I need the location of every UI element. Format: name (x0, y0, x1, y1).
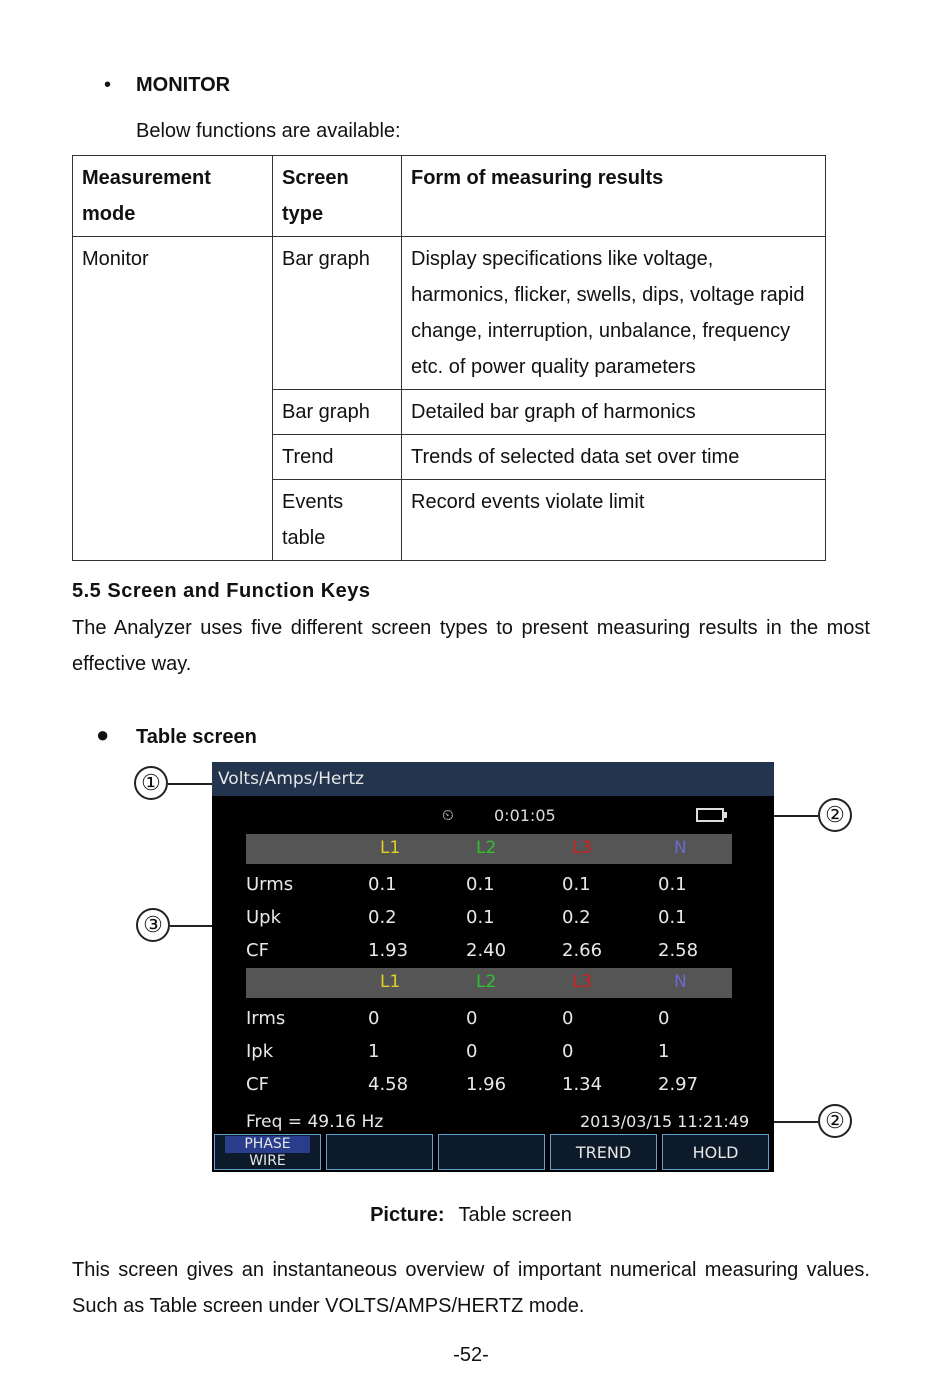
row-value: 1.34 (562, 1074, 603, 1095)
row-value: 0.2 (562, 907, 591, 928)
row-value: 0.1 (562, 874, 591, 895)
row-value: 1.93 (368, 940, 409, 961)
phase-l1: L1 (380, 972, 401, 992)
row-value: 0.2 (368, 907, 397, 928)
row-label: CF (246, 1074, 269, 1095)
frequency-readout: Freq = 49.16 Hz (246, 1112, 384, 1132)
hold-button[interactable]: HOLD (662, 1134, 769, 1170)
row-value: 0.1 (658, 907, 687, 928)
phase-n: N (674, 972, 687, 992)
row-value: 4.58 (368, 1074, 409, 1095)
callout-1: ① (134, 766, 168, 800)
monitor-heading: MONITOR (136, 74, 231, 96)
row-label: CF (246, 940, 269, 961)
row-value: 0.1 (466, 874, 495, 895)
cell-screen: Events table (273, 480, 402, 561)
elapsed-timer: 0:01:05 (494, 806, 556, 825)
date-time: 2013/03/15 11:21:49 (580, 1112, 750, 1131)
cell-screen: Trend (273, 435, 402, 480)
callout-line (168, 783, 212, 785)
cell-result: Trends of selected data set over time (402, 435, 826, 480)
phase-header-voltage (246, 834, 732, 864)
phase-header-current (246, 968, 732, 998)
figure-caption (0, 1204, 942, 1227)
battery-icon (696, 808, 724, 822)
row-value: 0 (658, 1008, 670, 1029)
screen-title: Volts/Amps/Hertz (212, 762, 774, 796)
row-value: 0 (562, 1041, 574, 1062)
row-label: Irms (246, 1008, 286, 1029)
row-label: Urms (246, 874, 294, 895)
row-value: 1.96 (466, 1074, 507, 1095)
f3-button[interactable] (438, 1134, 545, 1170)
row-label: Upk (246, 907, 282, 928)
header-form-results: Form of measuring results (402, 156, 826, 237)
section-paragraph: The Analyzer uses five different screen types to present measuring results in the most effective way. (72, 617, 870, 675)
callout-line (774, 1121, 818, 1123)
row-value: 1 (368, 1041, 380, 1062)
cell-result: Display specifications like voltage, harmonics, flicker, swells, dips, voltage rapid change, interruption, unbalance, frequency etc. of power quality parameters (402, 237, 826, 390)
row-value: 2.97 (658, 1074, 699, 1095)
trend-button[interactable]: TREND (550, 1134, 657, 1170)
phase-n: N (674, 838, 687, 858)
table-header-row (73, 156, 826, 237)
phase-l3: L3 (572, 972, 593, 992)
closing-paragraph: This screen gives an instantaneous overview of important numerical measuring values. Such as Table screen under VOLTS/AMPS/HERTZ mode. (72, 1259, 870, 1317)
callout-line (774, 815, 818, 817)
row-label: Ipk (246, 1041, 274, 1062)
header-screen-type: Screen type (273, 156, 402, 237)
row-value: 0 (466, 1041, 478, 1062)
phase-l1: L1 (380, 838, 401, 858)
row-value: 0 (368, 1008, 380, 1029)
row-value: 0.1 (658, 874, 687, 895)
callout-3: ③ (136, 908, 170, 942)
row-value: 1 (658, 1041, 670, 1062)
cell-result: Record events violate limit (402, 480, 826, 561)
function-keys (212, 1134, 774, 1172)
analyzer-screen (212, 762, 774, 1172)
row-value: 0.1 (368, 874, 397, 895)
bullet-marker: ● (96, 722, 110, 747)
callout-2: ② (818, 798, 852, 832)
row-value: 0 (466, 1008, 478, 1029)
phase-l2: L2 (476, 972, 497, 992)
phase-wire-button[interactable] (214, 1134, 321, 1170)
monitor-intro: Below functions are available: (136, 120, 401, 142)
fkey-label: PHASE (225, 1136, 310, 1153)
row-value: 2.58 (658, 940, 699, 961)
row-value: 2.40 (466, 940, 507, 961)
caption-label: Picture: (370, 1204, 445, 1226)
f2-button[interactable] (326, 1134, 433, 1170)
table-screen-heading: Table screen (136, 726, 257, 748)
header-measurement-mode: Measurement mode (73, 156, 273, 237)
row-value: 0 (562, 1008, 574, 1029)
page-number: -52- (453, 1344, 489, 1366)
cell-screen: Bar graph (273, 237, 402, 390)
fkey-label: WIRE (249, 1153, 286, 1169)
caption-text: Table screen (458, 1204, 572, 1226)
cell-mode: Monitor (73, 237, 273, 561)
table-row (73, 237, 826, 390)
callout-2: ② (818, 1104, 852, 1138)
bullet-marker: • (104, 74, 112, 96)
row-value: 2.66 (562, 940, 603, 961)
cell-screen: Bar graph (273, 390, 402, 435)
phase-l2: L2 (476, 838, 497, 858)
callout-line (170, 925, 212, 927)
cell-result: Detailed bar graph of harmonics (402, 390, 826, 435)
timer-icon: ⏲ (442, 806, 454, 824)
functions-table (72, 155, 826, 561)
section-title: 5.5 Screen and Function Keys (72, 580, 371, 602)
phase-l3: L3 (572, 838, 593, 858)
row-value: 0.1 (466, 907, 495, 928)
